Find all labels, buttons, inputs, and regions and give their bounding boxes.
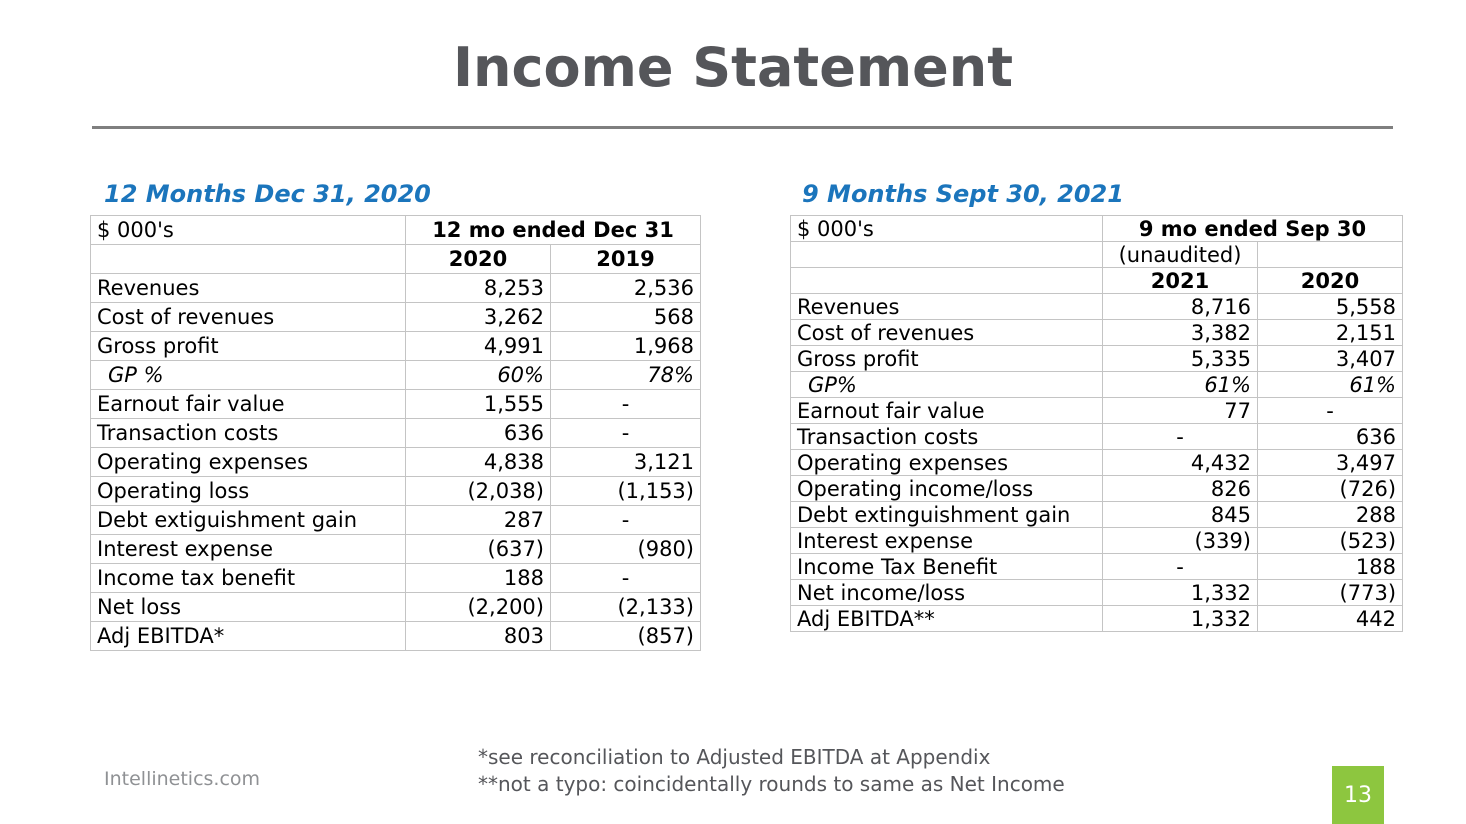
table-row (791, 606, 1403, 632)
table-row (791, 320, 1403, 346)
row-label: Gross profit (91, 332, 406, 361)
table-row (91, 477, 701, 506)
table-row (791, 424, 1403, 450)
row-value: 1,555 (406, 390, 551, 419)
row-value: 4,432 (1103, 450, 1258, 476)
table-row (791, 294, 1403, 320)
row-label: Adj EBITDA* (91, 622, 406, 651)
row-value: 1,332 (1103, 580, 1258, 606)
page-number-badge (1332, 766, 1384, 824)
table-row (91, 448, 701, 477)
row-value: (523) (1258, 528, 1403, 554)
row-label: Net loss (91, 593, 406, 622)
row-value: (339) (1103, 528, 1258, 554)
row-value: 845 (1103, 502, 1258, 528)
table-header-row (791, 216, 1403, 242)
table-row (91, 361, 701, 390)
row-label: Transaction costs (91, 419, 406, 448)
row-value: 568 (551, 303, 701, 332)
row-value: 77 (1103, 398, 1258, 424)
row-value: 3,407 (1258, 346, 1403, 372)
col-header-2021: 2021 (1103, 268, 1258, 294)
row-label: Cost of revenues (791, 320, 1103, 346)
table-header-row (791, 268, 1403, 294)
footnote-ebitda: *see reconciliation to Adjusted EBITDA at Appendix (478, 745, 991, 769)
row-label: Transaction costs (791, 424, 1103, 450)
empty-cell (791, 268, 1103, 294)
row-value: (2,038) (406, 477, 551, 506)
row-value: 3,497 (1258, 450, 1403, 476)
row-label: Interest expense (91, 535, 406, 564)
page-title: Income Statement (452, 36, 1014, 99)
row-value: 61% (1258, 372, 1403, 398)
footer-site-label: Intellinetics.com (104, 768, 261, 790)
row-value: (726) (1258, 476, 1403, 502)
table-row (791, 528, 1403, 554)
table-row (91, 274, 701, 303)
row-label: Interest expense (791, 528, 1103, 554)
row-label: Operating expenses (791, 450, 1103, 476)
table-header-row (791, 242, 1403, 268)
row-value: (637) (406, 535, 551, 564)
row-value: 1,968 (551, 332, 701, 361)
row-value: (857) (551, 622, 701, 651)
col-header-2019: 2019 (551, 245, 701, 274)
table-row (91, 332, 701, 361)
table-row (91, 535, 701, 564)
row-value: 3,121 (551, 448, 701, 477)
empty-cell (791, 242, 1103, 268)
row-label: Net income/loss (791, 580, 1103, 606)
table-row (791, 502, 1403, 528)
row-value: 60% (406, 361, 551, 390)
row-value: 5,558 (1258, 294, 1403, 320)
row-value: 4,991 (406, 332, 551, 361)
table-row (91, 622, 701, 651)
table-row (791, 554, 1403, 580)
row-label: Adj EBITDA** (791, 606, 1103, 632)
row-label: GP % (91, 361, 406, 390)
income-table-12mo (90, 215, 701, 651)
row-value: (980) (551, 535, 701, 564)
period-header: 9 mo ended Sep 30 (1103, 216, 1403, 242)
col-header-2020: 2020 (406, 245, 551, 274)
table-row (791, 450, 1403, 476)
table-row (91, 390, 701, 419)
row-value: (1,153) (551, 477, 701, 506)
table-row (791, 372, 1403, 398)
row-label: Income Tax Benefit (791, 554, 1103, 580)
row-value: 188 (1258, 554, 1403, 580)
row-value: - (1103, 554, 1258, 580)
row-value: - (1103, 424, 1258, 450)
row-value: 61% (1103, 372, 1258, 398)
row-value: (2,200) (406, 593, 551, 622)
row-label: Revenues (91, 274, 406, 303)
table-row (91, 506, 701, 535)
table-row (791, 580, 1403, 606)
row-label: Operating expenses (91, 448, 406, 477)
table-header-row (91, 216, 701, 245)
table-row (91, 419, 701, 448)
row-value: 78% (551, 361, 701, 390)
row-value: 803 (406, 622, 551, 651)
row-value: - (551, 506, 701, 535)
table-header-row (91, 245, 701, 274)
footnote-not-a-typo: **not a typo: coincidentally rounds to same as Net Income (478, 772, 1065, 796)
row-label: Cost of revenues (91, 303, 406, 332)
left-table-heading: 12 Months Dec 31, 2020 (104, 180, 431, 208)
row-label: Debt extiguishment gain (91, 506, 406, 535)
right-table-heading: 9 Months Sept 30, 2021 (802, 180, 1124, 208)
footnotes (478, 744, 1065, 798)
row-value: - (551, 564, 701, 593)
period-header: 12 mo ended Dec 31 (406, 216, 701, 245)
row-value: 288 (1258, 502, 1403, 528)
row-value: 2,151 (1258, 320, 1403, 346)
row-value: 8,716 (1103, 294, 1258, 320)
row-value: 3,382 (1103, 320, 1258, 346)
row-label: Earnout fair value (791, 398, 1103, 424)
income-table-9mo (790, 215, 1403, 632)
row-label: Operating loss (91, 477, 406, 506)
row-value: 3,262 (406, 303, 551, 332)
row-label: Gross profit (791, 346, 1103, 372)
row-value: 826 (1103, 476, 1258, 502)
col-header-2020: 2020 (1258, 268, 1403, 294)
row-value: 2,536 (551, 274, 701, 303)
row-label: Income tax benefit (91, 564, 406, 593)
unit-label: $ 000's (91, 216, 406, 245)
row-value: - (551, 390, 701, 419)
empty-cell (91, 245, 406, 274)
row-value: 5,335 (1103, 346, 1258, 372)
row-label: Operating income/loss (791, 476, 1103, 502)
row-value: 1,332 (1103, 606, 1258, 632)
row-value: 636 (1258, 424, 1403, 450)
row-value: (773) (1258, 580, 1403, 606)
page-number: 13 (1344, 782, 1372, 808)
unit-label: $ 000's (791, 216, 1103, 242)
row-value: - (551, 419, 701, 448)
empty-cell (1258, 242, 1403, 268)
table-row (791, 346, 1403, 372)
unaudited-label: (unaudited) (1103, 242, 1258, 268)
row-value: 287 (406, 506, 551, 535)
table-row (791, 476, 1403, 502)
row-value: 442 (1258, 606, 1403, 632)
row-value: 8,253 (406, 274, 551, 303)
row-value: 188 (406, 564, 551, 593)
row-label: GP% (791, 372, 1103, 398)
title-divider (92, 126, 1393, 129)
row-value: 4,838 (406, 448, 551, 477)
row-value: (2,133) (551, 593, 701, 622)
table-row (91, 564, 701, 593)
row-value: 636 (406, 419, 551, 448)
table-row (91, 303, 701, 332)
table-row (791, 398, 1403, 424)
row-label: Earnout fair value (91, 390, 406, 419)
row-label: Debt extinguishment gain (791, 502, 1103, 528)
table-row (91, 593, 701, 622)
row-label: Revenues (791, 294, 1103, 320)
row-value: - (1258, 398, 1403, 424)
